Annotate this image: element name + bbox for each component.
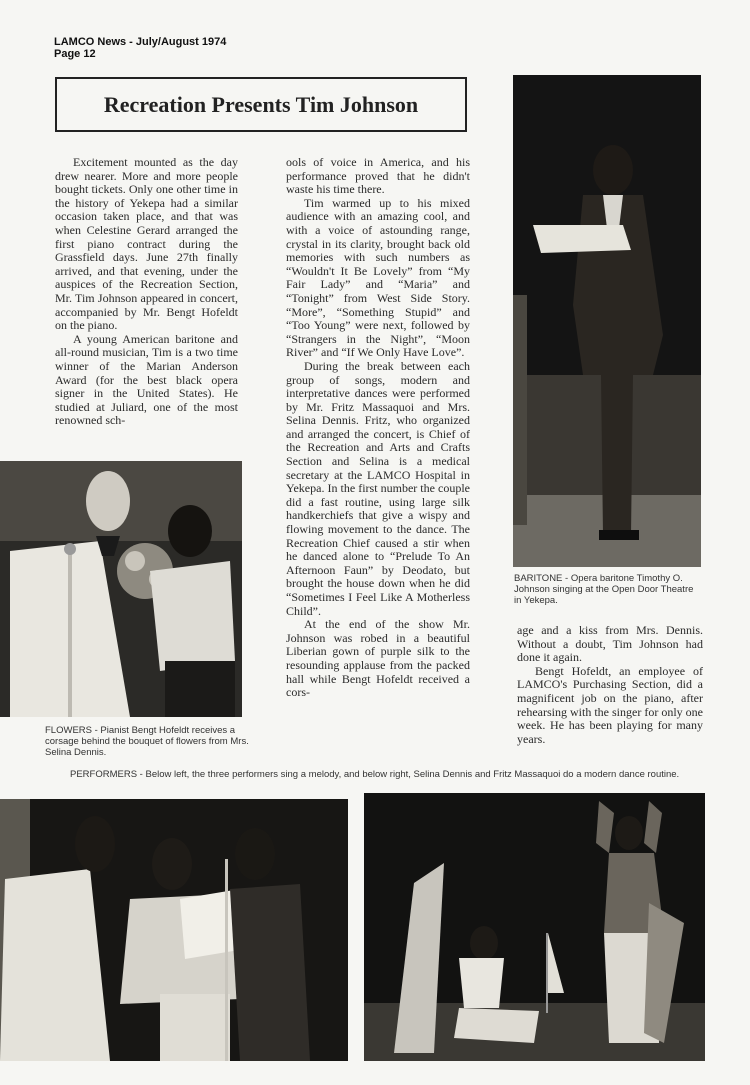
paragraph: Excitement mounted as the day drew nearer. More and more people bought tickets. Only one other time in the history of Yekepa had a similar occasion taken place, and that was when Celestine Gerard arranged the first piano contract during the Grassfield days. June 27th finally arrived, and that evening, under the auspices of the Recreation Section, Mr. Tim Johnson appeared in concert, accompanied by Mr. Bengt Hofeldt on the piano.: [55, 155, 238, 333]
paragraph: Tim warmed up to his mixed audience with an amazing cool, and with a voice of astounding range, crystal in its clarity, brought back old memories with such numbers as “Wouldn't It Be Lovely” from “My Fair Lady” and “Maria” and “Tonight” from West Side Story. “More”, “Something Stupid” and “Too Young” were next, followed by “Strangers in the Night”, “Moon River” and “If We Only Have Love”.: [286, 195, 470, 360]
page-number: Page 12: [54, 48, 96, 60]
caption-label: PERFORMERS: [70, 769, 138, 780]
performers-singing-photo: [0, 799, 348, 1061]
caption-label: BARITONE: [514, 573, 563, 584]
baritone-caption: [514, 573, 700, 606]
baritone-photo: [513, 75, 701, 567]
caption-label: FLOWERS: [45, 725, 92, 736]
article-column-1: [55, 156, 238, 428]
paragraph: ools of voice in America, and his performance proved that he didn't waste his time there.: [286, 155, 470, 197]
paragraph: A young American baritone and all-round musician, Tim is a two time winner of the Marian Anderson Award (for the best black opera signer in the United States). He studied at Juliard, one of the most renowned sch-: [55, 331, 238, 428]
paragraph: age and a kiss from Mrs. Dennis. Without a doubt, Tim Johnson had done it again.: [517, 623, 703, 665]
article-column-2: [286, 156, 470, 700]
performers-caption: [70, 769, 710, 780]
paragraph: Bengt Hofeldt, an employee of LAMCO's Purchasing Section, did a magnificent job on the piano, after rehearsing with the singer for only one week. He has been playing for many years.: [517, 663, 703, 746]
article-column-3: [517, 624, 703, 746]
caption-text: - Below left, the three performers sing a melody, and below right, Selina Dennis and Fritz Massaquoi do a modern dance routine.: [137, 769, 680, 780]
issue-line: LAMCO News - July/August 1974: [54, 36, 227, 48]
paragraph: At the end of the show Mr. Johnson was robed in a beautiful Liberian gown of purple silk to the resounding applause from the packed hall while Bengt Hofeldt received a cors-: [286, 617, 470, 700]
flowers-caption: [45, 725, 250, 758]
issue-header: [54, 36, 226, 60]
headline: Recreation Presents Tim Johnson: [103, 91, 419, 117]
paragraph: During the break between each group of songs, modern and interpretative dances were performed by Mr. Fritz Massaquoi and Mrs. Selina Dennis. Fritz, who organized and arranged the concert, is Chief of the Recreation and Arts and Crafts Section and Selina is a medical secretary at the LAMCO Hospital in Yekepa. In the first number the couple did a fast routine, using large silk handkerchiefs that give a wispy and flowing movement to the dance. The Recreation Chief caused a stir when he danced alone to “Prelude To An Afternoon Faun” by Deodato, but brought the house down when he did “Sometimes I Feel Like A Motherless Child”.: [286, 358, 470, 618]
headline-box: [55, 77, 467, 132]
caption-text: - Opera baritone Timothy O. Johnson singing at the Open Door Theatre in Yekepa.: [514, 573, 694, 606]
dance-routine-photo: [364, 793, 705, 1061]
flowers-photo: [0, 461, 242, 717]
caption-text: - Pianist Bengt Hofeldt receives a corsage behind the bouquet of flowers from Mrs. Selina Dennis.: [45, 725, 249, 758]
